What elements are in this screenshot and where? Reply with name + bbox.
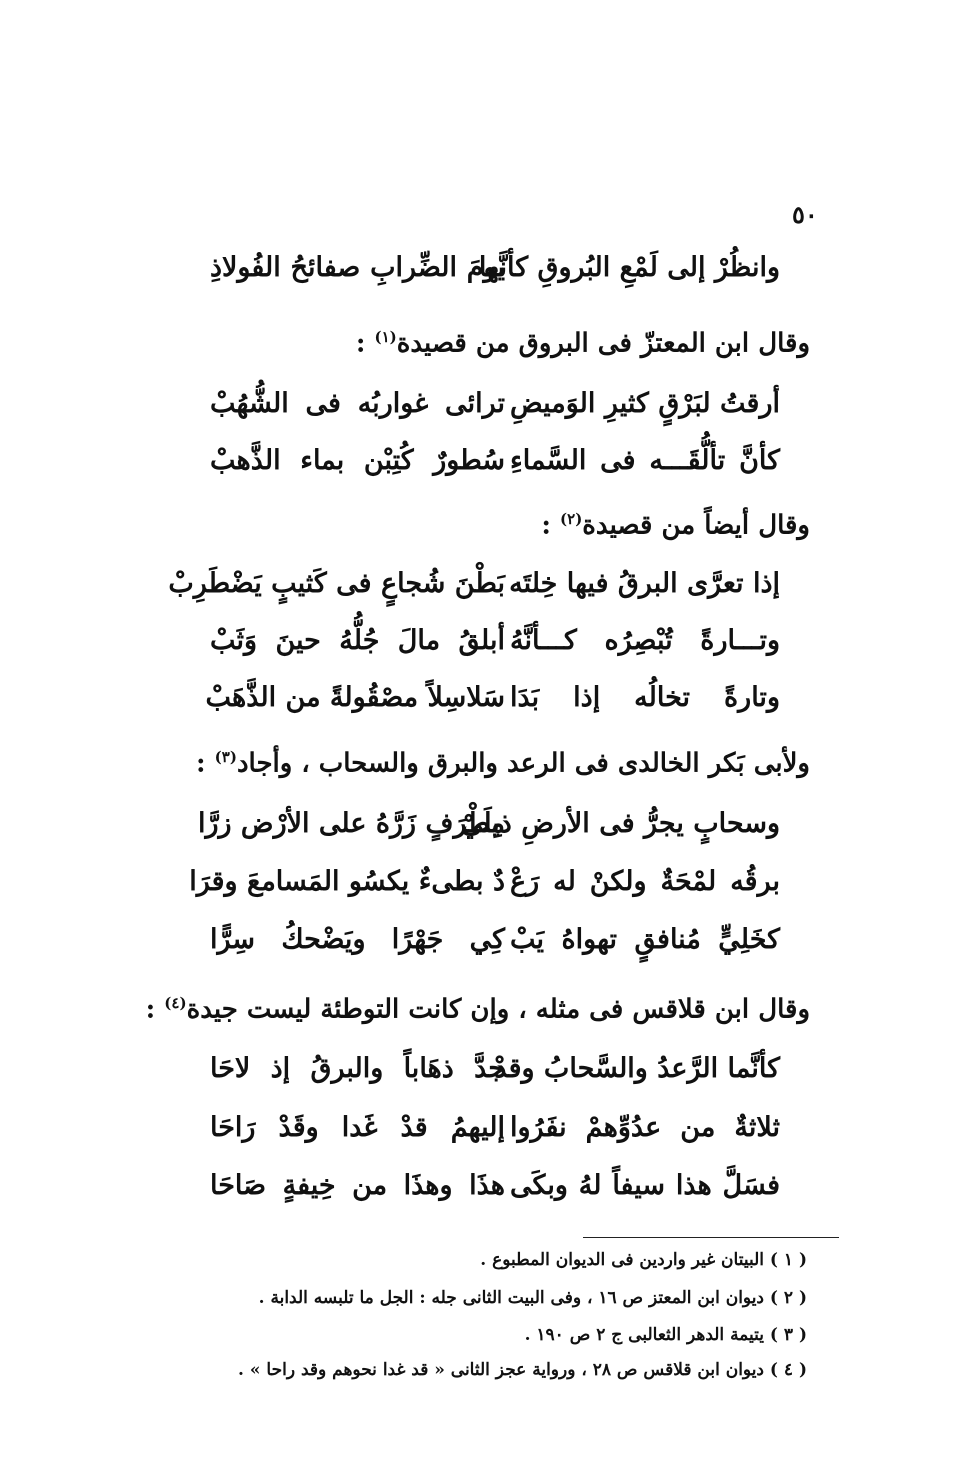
verse-second-hemistich: هذَا وهذَا من خِيفةٍ صَاحَا (210, 1170, 505, 1201)
verse-line (0, 808, 975, 858)
footnote: ( ٣ ) يتيمة الدهر الثعالبى ج ٢ ص ١٩٠ . (524, 1325, 807, 1345)
verse-first-hemistich: وانظُرْ إلى لَمْعِ البُروقِ كأنَّها (478, 252, 780, 283)
page-number: ٥٠ (792, 200, 818, 229)
section-intro (196, 748, 810, 779)
verse-first-hemistich: كأنَّما الرَّعدُ والسَّحابُ وقدْ (494, 1053, 780, 1084)
verse-first-hemistich: إذا تعرَّى البرقُ فيها خِلتَه (509, 568, 780, 599)
verse-line (0, 1170, 975, 1220)
verse-first-hemistich: برقُه لمْحَةٌ ولكنْ له رَعْ (510, 866, 780, 897)
intro-text: وقال أيضاً من قصيدة (582, 510, 810, 541)
verse-line (0, 1112, 975, 1162)
verse-first-hemistich: فسَلَّ هذا سيفاً لهُ وبكَى (510, 1170, 780, 1201)
verse-second-hemistich: جدَّ ذهَاباً والبرقُ إذ لاحَا (210, 1053, 505, 1084)
footnote-mark: (١) (374, 328, 397, 346)
intro-colon: : (541, 510, 561, 541)
verse-second-hemistich: بَطْنَ شُجاعٍ فى كَثيبٍ يَضْطَرِبْ (168, 568, 505, 599)
section-intro (146, 994, 810, 1025)
verse-first-hemistich: وسحابٍ يجرُّ فى الأرضِ ذيلَيْ (460, 808, 780, 839)
intro-colon: : (196, 748, 215, 779)
verse-first-hemistich: أرقتُ لبَرْقٍ كثيرِ الوَميضِ (510, 388, 780, 419)
footnote: ( ٤ ) ديوان ابن قلاقس ص ٢٨ ، ورواية عجز الثانى « قد غدا نحوهم وقد راحا » . (238, 1360, 807, 1380)
verse-line (0, 682, 975, 732)
section-intro (541, 510, 810, 541)
intro-text: وقال ابن قلاقس فى مثله ، وإن كانت التوطئة ليست جيدة (186, 994, 810, 1025)
verse-second-hemistich: يومَ الضِّرابِ صفائحُ الفُولاذِ (210, 252, 505, 283)
verse-line (0, 568, 975, 618)
verse-line (0, 924, 975, 974)
verse-first-hemistich: وتـــارةً تُبْصِرُه كـــأنَّهُ (510, 625, 780, 656)
verse-line (0, 866, 975, 916)
verse-first-hemistich: كخَلِيٍّ مُنافقٍ تهواهُ يَبْ (510, 924, 780, 955)
verse-second-hemistich: سُطورٌ كُتِبْن بماء الذَّهبْ (210, 445, 505, 476)
verse-second-hemistich: ترائى غواربُه فى الشُّهُبْ (210, 388, 505, 419)
intro-colon: : (145, 994, 165, 1025)
verse-line (0, 625, 975, 675)
verse-second-hemistich: أبلقُ مالَ جُلُّهُ حينَ وَثَبْ (210, 625, 505, 656)
footnote: ( ١ ) البيتان غير واردين فى الديوان المطبوع . (480, 1250, 807, 1270)
verse-first-hemistich: كأنَّ تألُّقَـــه فى السَّماءِ (510, 445, 780, 476)
section-intro (356, 328, 810, 359)
verse-second-hemistich: مِطْرَفٍ زَرَّهُ على الأرْض زرَّا (197, 808, 505, 839)
verse-second-hemistich: سَلاسِلاً مصْقُولةً من الذَّهَبْ (205, 682, 505, 713)
verse-second-hemistich: دٌ بطىءٌ يكسُو المَسامعَ وقرَا (189, 866, 505, 897)
verse-second-hemistich: كِي جَهْرًا ويَضْحكُ سِرًّا (210, 924, 505, 955)
verse-line (0, 252, 975, 302)
footnote-mark: (٣) (214, 748, 237, 766)
footnote: ( ٢ ) ديوان ابن المعتز ص ١٦ ، وفى البيت الثانى جله : الجل ما تلبسه الدابة . (258, 1288, 807, 1308)
verse-line (0, 445, 975, 495)
intro-text: ولأبى بَكر الخالدى فى الرعد والبرق والسحاب ، وأجاد (236, 748, 810, 779)
intro-text: وقال ابن المعتزّ فى البروق من قصيدة (396, 328, 810, 359)
verse-line (0, 1053, 975, 1103)
verse-first-hemistich: وتارةً تخالُه إذا بَدَا (510, 682, 780, 713)
verse-second-hemistich: إليهمُ قدْ غَدا وقَدْ رَاحَا (210, 1112, 505, 1143)
footnote-separator (583, 1237, 839, 1238)
intro-colon: : (355, 328, 375, 359)
footnote-mark: (٢) (560, 510, 583, 528)
footnote-mark: (٤) (164, 994, 187, 1012)
verse-first-hemistich: ثلاثةٌ من عدُوِّهمْ نفَرُوا (510, 1112, 780, 1143)
verse-line (0, 388, 975, 438)
